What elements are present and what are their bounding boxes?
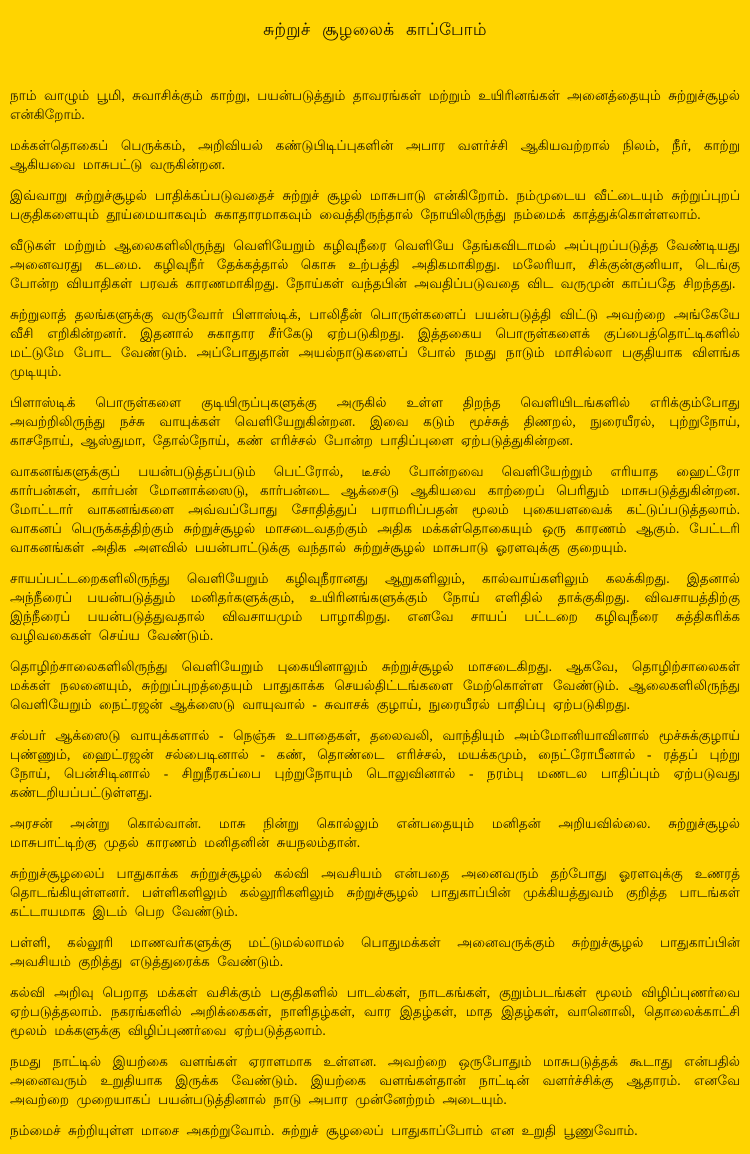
paragraph: நம்மைச் சுற்றியுள்ள மாசை அகற்றுவோம். சுற்றுச் சூழலைப் பாதுகாப்போம் என உறுதி பூணுவோம்.	[10, 1123, 638, 1138]
paragraph: இவ்வாறு சுற்றுச்சூழல் பாதிக்கப்படுவதைச் சுற்றுச் சூழல் மாசுபாடு என்கிறோம். நம்முடைய வீட்டையும் சுற்றுப்புறப் பகுதிகளையும் தூய்மையாகவும் சுகாதாரமாகவும் வைத்திருந்தால் நோயிலிருந்து நம்மைக் காத்துக்கொள்ளலாம்.	[10, 188, 740, 222]
paragraph: தொழிற்சாலைகளிலிருந்து வெளியேறும் புகையினாலும் சுற்றுச்சூழல் மாசடைகிறது. ஆகவே, தொழிற்சாலைகள் மக்கள் நலனையும், சுற்றுப்புறத்தையும் பாதுகாக்க செயல்திட்டங்களை மேற்கொள்ள வேண்டும். ஆலைகளிலிருந்து வெளியேறும் நைட்ரஜன் ஆக்ஸைடு வாயுவால் - சுவாசக் குழாய், நுரையீரல் பாதிப்பு ஏற்படுகிறது.	[10, 659, 740, 712]
page-title: சுற்றுச் சூழலைக் காப்போம்	[263, 20, 487, 39]
paragraph: சுற்றுச்சூழலைப் பாதுகாக்க சுற்றுச்சூழல் கல்வி அவசியம் என்பதை அனைவரும் தற்போது ஓரளவுக்கு உணரத் தொடங்கியுள்ளனர். பள்ளிகளிலும் கல்லூரிகளிலும் சுற்றுச்சூழல் பாதுகாப்பின் முக்கியத்துவம் குறித்த பாடங்கள் கட்டாயமாக இடம் பெற வேண்டும்.	[10, 866, 740, 919]
paragraph: நமது நாட்டில் இயற்கை வளங்கள் ஏராளமாக உள்ளன. அவற்றை ஒருபோதும் மாசுபடுத்தக் கூடாது என்பதில் அனைவரும் உறுதியாக இருக்க வேண்டும். இயற்கை வளங்கள்தான் நாட்டின் வளர்ச்சிக்கு ஆதாரம். எனவே அவற்றை முறையாகப் பயன்படுத்தினால் நாடு அபார முன்னேற்றம் அடையும்.	[10, 1054, 740, 1107]
paragraph: அரசன் அன்று கொல்வான். மாசு நின்று கொல்லும் என்பதையும் மனிதன் அறியவில்லை. சுற்றுச்சூழல் மாசுபாட்டிற்கு முதல் காரணம் மனிதனின் சுயநலம்தான்.	[10, 816, 740, 850]
paragraph: மக்கள்தொகைப் பெருக்கம், அறிவியல் கண்டுபிடிப்புகளின் அபார வளர்ச்சி ஆகியவற்றால் நிலம், நீர், காற்று ஆகியவை மாசுபட்டு வருகின்றன.	[10, 138, 740, 172]
paragraph: வீடுகள் மற்றும் ஆலைகளிலிருந்து வெளியேறும் கழிவுநீரை வெளியே தேங்கவிடாமல் அப்புறப்படுத்த வேண்டியது அனைவரது கடமை. கழிவுநீர் தேக்கத்தால் கொசு உற்பத்தி அதிகமாகிறது. மலேரியா, சிக்குன்குனியா, டெங்கு போன்ற வியாதிகள் பரவக் காரணமாகிறது. நோய்கள் வந்தபின் அவதிப்படுவதை விட வருமுன் காப்பதே சிறந்தது.	[10, 238, 740, 291]
paragraph: சுற்றுலாத் தலங்களுக்கு வருவோர் பிளாஸ்டிக், பாலிதீன் பொருள்களைப் பயன்படுத்தி விட்டு அவற்றை அங்கேயே வீசி எறிகின்றனர். இதனால் சுகாதார சீர்கேடு ஏற்படுகிறது. இத்தகைய பொருள்களைக் குப்பைத்தொட்டிகளில் மட்டுமே போட வேண்டும். அப்போதுதான் அயல்நாடுகளைப் போல் நமது நாடும் மாசில்லா பகுதியாக விளங்க முடியும்.	[10, 307, 740, 379]
paragraph: சல்பர் ஆக்ஸைடு வாயுக்களால் - நெஞ்சு உபாதைகள், தலைவலி, வாந்தியும் அம்மோனியாவினால் மூச்சுக்குழாய் புண்ணும், ஹைட்ரஜன் சல்பைடினால் - கண், தொண்டை எரிச்சல், மயக்கமும், நைட்ரோபீனால் - ரத்தப் புற்று நோய், பென்சிடினால் - சிறுநீரகப்பை புற்றுநோயும் டொலுவினால் - நரம்பு மணடல பாதிப்பும் ஏற்படுவது கண்டறியப்பட்டுள்ளது.	[10, 728, 740, 800]
paragraph: சாயப்பட்டறைகளிலிருந்து வெளியேறும் கழிவுநீரானது ஆறுகளிலும், கால்வாய்களிலும் கலக்கிறது. இதனால் அந்நீரைப் பயன்படுத்தும் மனிதர்களுக்கும், உயிரினங்களுக்கும் நோய் எளிதில் தாக்குகிறது. விவசாயத்திற்கு இந்நீரைப் பயன்படுத்துவதால் விவசாயமும் பாழாகிறது. எனவே சாயப் பட்டறை கழிவுநீரை சுத்திகரிக்க வழிவகைகள் செய்ய வேண்டும்.	[10, 571, 740, 643]
paragraph: நாம் வாழும் பூமி, சுவாசிக்கும் காற்று, பயன்படுத்தும் தாவரங்கள் மற்றும் உயிரினங்கள் அனைத்தையும் சுற்றுச்சூழல் என்கிறோம்.	[10, 88, 740, 122]
paragraph: வாகனங்களுக்குப் பயன்படுத்தப்படும் பெட்ரோல், டீசல் போன்றவை வெளியேற்றும் எரியாத ஹைட்ரோ கார்பன்கள், கார்பன் மோனாக்ஸைடு, கார்பன்டை ஆக்சைடு ஆகியவை காற்றைப் பெரிதும் மாசுபடுத்துகின்றன. மோட்டார் வாகனங்களை அவ்வப்போது சோதித்துப் பராமரிப்பதன் மூலம் புகையளவைக் கட்டுப்படுத்தலாம். வாகனப் பெருக்கத்திற்கும் சுற்றுச்சூழல் மாசடைவதற்கும் அதிக மக்கள்தொகையும் ஒரு காரணம் ஆகும். பேட்டரி வாகனங்கள் அதிக அளவில் பயன்பாட்டுக்கு வந்தால் சுற்றுச்சூழல் மாசுபாடு ஓரளவுக்கு குறையும்.	[10, 464, 740, 555]
paragraph: பிளாஸ்டிக் பொருள்களை குடியிருப்புகளுக்கு அருகில் உள்ள திறந்த வெளியிடங்களில் எரிக்கும்போது அவற்றிலிருந்து நச்சு வாயுக்கள் வெளியேறுகின்றன. இவை கடும் மூச்சுத் திணறல், நுரையீரல், புற்றுநோய், காசநோய், ஆஸ்துமா, தோல்நோய், கண் எரிச்சல் போன்ற பாதிப்புளை ஏற்படுத்துகின்றன.	[10, 395, 740, 448]
paragraph: கல்வி அறிவு பெறாத மக்கள் வசிக்கும் பகுதிகளில் பாடல்கள், நாடகங்கள், குறும்படங்கள் மூலம் விழிப்புணர்வை ஏற்படுத்தலாம். நகரங்களில் அறிக்கைகள், நாளிதழ்கள், வார இதழ்கள், மாத இதழ்கள், வானொலி, தொலைக்காட்சி மூலம் மக்களுக்கு விழிப்புணர்வை ஏற்படுத்தலாம்.	[10, 985, 740, 1038]
paragraph: பள்ளி, கல்லூரி மாணவர்களுக்கு மட்டுமல்லாமல் பொதுமக்கள் அனைவருக்கும் சுற்றுச்சூழல் பாதுகாப்பின் அவசியம் குறித்து எடுத்துரைக்க வேண்டும்.	[10, 935, 740, 969]
